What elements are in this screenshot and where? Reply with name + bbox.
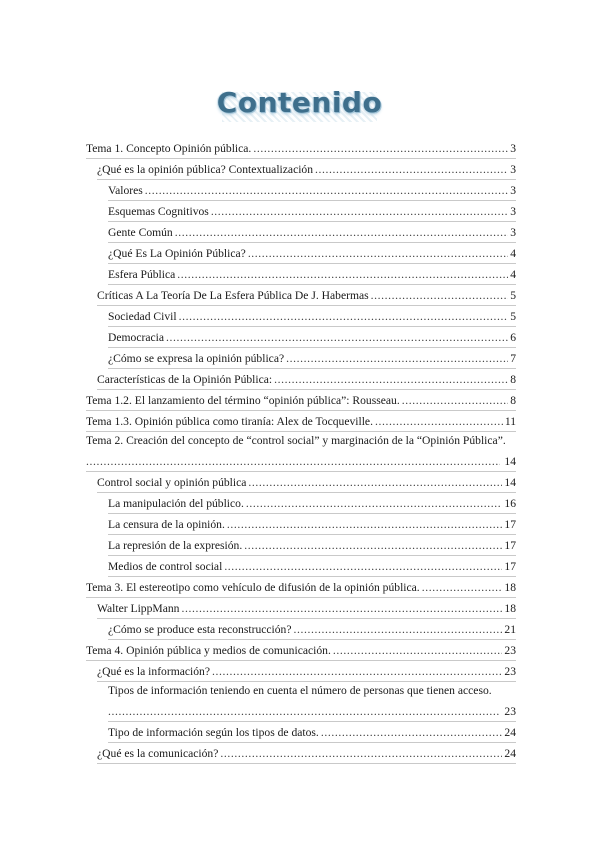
toc-entry-page: 3	[510, 226, 516, 239]
toc-leader-dots	[321, 726, 503, 739]
toc-entry-text: Esfera Pública	[108, 268, 176, 281]
toc-entry-text: ¿Qué es la comunicación?	[97, 747, 219, 760]
toc-leader-dots	[248, 476, 502, 489]
toc-entry-page: 16	[504, 497, 516, 510]
toc-entry-page: 21	[504, 623, 516, 636]
toc-entry[interactable]	[108, 619, 516, 640]
toc-entry-page: 14	[504, 455, 516, 468]
toc-entry-text: Tema 1.3. Opinión pública como tiranía: Alex de Tocqueville.	[86, 415, 373, 428]
toc-leader-dots	[422, 581, 503, 594]
toc-entry-page: 3	[510, 184, 516, 197]
page-title: Contenido	[0, 86, 599, 119]
toc-entry-text: Tema 3. El estereotipo como vehículo de difusión de la opinión pública.	[86, 581, 420, 594]
toc-entry[interactable]	[108, 556, 516, 577]
toc-entry[interactable]	[86, 411, 516, 432]
toc-entry-text: Tema 1. Concepto Opinión pública.	[86, 142, 252, 155]
toc-leader-dots	[179, 310, 509, 323]
toc-entry[interactable]	[86, 640, 516, 661]
toc-entry-page: 17	[504, 560, 516, 573]
toc-entry-page: 24	[504, 747, 516, 760]
toc-entry[interactable]	[97, 285, 516, 306]
toc-entry-text: Esquemas Cognitivos	[108, 205, 209, 218]
toc-leader-dots	[244, 539, 502, 552]
toc-entry-text: Walter LippMann	[97, 602, 180, 615]
toc-entry-page: 5	[510, 310, 516, 323]
toc-leader-dots	[166, 331, 508, 344]
toc-entry[interactable]	[108, 306, 516, 327]
toc-entry-text: Gente Común	[108, 226, 173, 239]
toc-entry-text: ¿Cómo se produce esta reconstrucción?	[108, 623, 292, 636]
toc-entry-page: 5	[510, 289, 516, 302]
toc-entry[interactable]	[86, 577, 516, 598]
toc-leader-dots	[333, 644, 503, 657]
toc-leader-dots	[212, 665, 502, 678]
toc-entry-text: Tipos de información teniendo en cuenta el número de personas que tienen acceso.	[108, 684, 492, 697]
toc-entry-text: La represión de la expresión.	[108, 539, 243, 552]
toc-entry-text: Control social y opinión pública	[97, 476, 247, 489]
toc-entry-text: La censura de la opinión.	[108, 518, 225, 531]
toc-entry[interactable]	[108, 514, 516, 535]
toc-leader-dots	[371, 289, 509, 302]
toc-entry-text: ¿Cómo se expresa la opinión pública?	[108, 352, 285, 365]
toc-entry-page: 14	[504, 476, 516, 489]
toc-entry[interactable]	[108, 493, 516, 514]
toc-entry-page: 4	[510, 247, 516, 260]
toc-entry[interactable]	[108, 535, 516, 556]
toc-leader-dots	[227, 518, 503, 531]
toc-entry-page: 4	[510, 268, 516, 281]
toc-entry[interactable]	[108, 722, 516, 743]
toc-entry[interactable]	[108, 243, 516, 264]
toc-leader-dots	[211, 205, 508, 218]
toc-entry-text: Democracia	[108, 331, 164, 344]
toc-leader-dots	[86, 455, 500, 468]
toc-entry-text: Tema 2. Creación del concepto de “control social” y marginación de la “Opinión Pública”.	[86, 434, 506, 447]
toc-entry-page: 23	[504, 705, 516, 718]
toc-leader-dots	[246, 497, 503, 510]
toc-entry-page: 24	[504, 726, 516, 739]
toc-entry[interactable]	[97, 661, 516, 682]
toc-leader-dots	[181, 602, 502, 615]
toc-entry[interactable]	[97, 472, 516, 493]
toc-entry-text: Tema 4. Opinión pública y medios de comunicación.	[86, 644, 331, 657]
toc-entry-page: 3	[510, 205, 516, 218]
toc-entry[interactable]	[86, 432, 516, 472]
toc-entry-page: 11	[504, 415, 516, 428]
toc-entry[interactable]	[97, 369, 516, 390]
toc-leader-dots	[274, 373, 508, 386]
toc-entry-page: 3	[510, 163, 516, 176]
toc-leader-dots	[375, 415, 503, 428]
toc-leader-dots	[253, 142, 508, 155]
toc-entry-page: 23	[504, 644, 516, 657]
toc-leader-dots	[177, 268, 508, 281]
toc-entry-page: 23	[504, 665, 516, 678]
toc-entry[interactable]	[97, 598, 516, 619]
toc-entry[interactable]	[86, 390, 516, 411]
toc-entry-text: Medios de control social	[108, 560, 223, 573]
toc-leader-dots	[220, 747, 502, 760]
toc-leader-dots	[145, 184, 508, 197]
toc-entry[interactable]	[108, 264, 516, 285]
toc-leader-dots	[248, 247, 508, 260]
toc-entry[interactable]	[97, 743, 516, 764]
toc-entry-page: 18	[504, 602, 516, 615]
toc-entry[interactable]	[86, 138, 516, 159]
toc-entry[interactable]	[108, 348, 516, 369]
toc-entry[interactable]	[108, 201, 516, 222]
toc-entry-page: 18	[504, 581, 516, 594]
toc-entry-text: ¿Qué Es La Opinión Pública?	[108, 247, 246, 260]
toc-entry-page: 6	[510, 331, 516, 344]
toc-entry-text: Críticas A La Teoría De La Esfera Pública De J. Habermas	[97, 289, 369, 302]
toc-entry-page: 7	[510, 352, 516, 365]
toc-leader-dots	[294, 623, 503, 636]
toc-entry-text: La manipulación del público.	[108, 497, 244, 510]
toc-entry-text: ¿Qué es la opinión pública? Contextualización	[97, 163, 314, 176]
toc-entry-page: 3	[510, 142, 516, 155]
toc-entry-text: Valores	[108, 184, 143, 197]
toc-entry-page: 17	[504, 539, 516, 552]
toc-entry[interactable]	[97, 159, 516, 180]
toc-entry[interactable]	[108, 180, 516, 201]
toc-entry-text: Tema 1.2. El lanzamiento del término “opinión pública”: Rousseau.	[86, 394, 400, 407]
toc-entry[interactable]	[108, 682, 516, 722]
toc-entry[interactable]	[108, 327, 516, 348]
toc-entry-page: 8	[510, 373, 516, 386]
toc-entry-page: 8	[510, 394, 516, 407]
toc-leader-dots	[224, 560, 502, 573]
toc-entry-text: ¿Qué es la información?	[97, 665, 210, 678]
toc-leader-dots	[108, 705, 500, 718]
toc-leader-dots	[175, 226, 508, 239]
toc-entry-text: Características de la Opinión Pública:	[97, 373, 273, 386]
toc-entry[interactable]	[108, 222, 516, 243]
toc-entry-text: Tipo de información según los tipos de datos.	[108, 726, 319, 739]
toc-leader-dots	[402, 394, 508, 407]
toc-entry-page: 17	[504, 518, 516, 531]
toc-leader-dots	[286, 352, 508, 365]
toc-leader-dots	[315, 163, 508, 176]
toc-entry-text: Sociedad Civil	[108, 310, 177, 323]
